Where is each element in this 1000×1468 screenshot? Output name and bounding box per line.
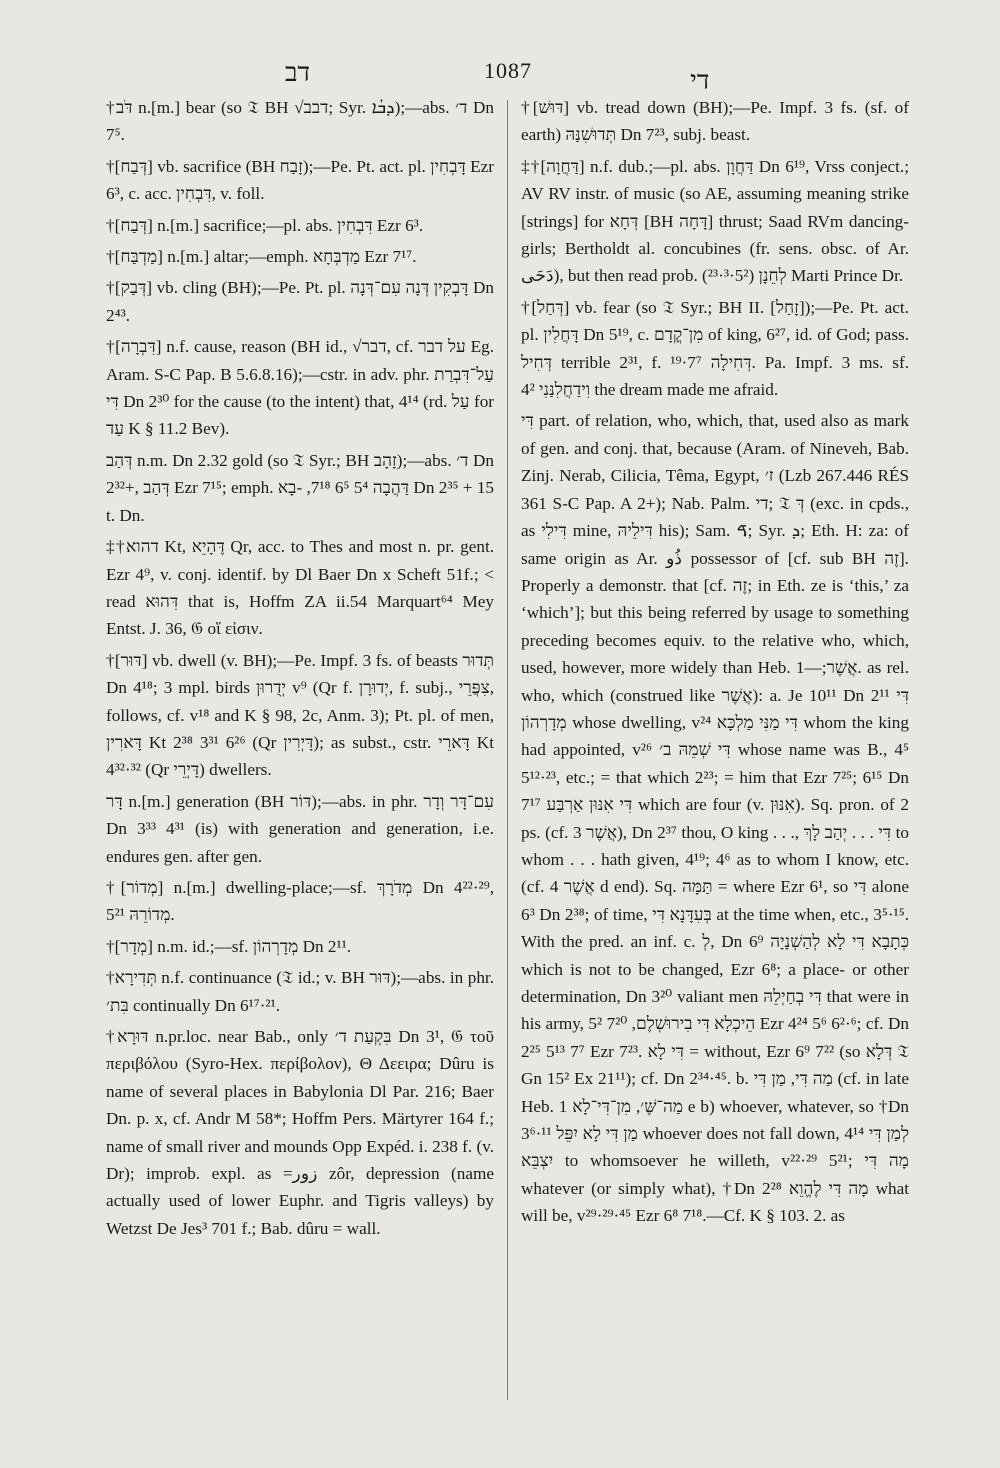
entry-dehaye: ‡†דהוא Kt, דֶּהָיֵא Qr, acc. to Thes and most n. pr. gent. Ezr 4⁹, v. conj. identif. by Dl Baer Dn x Scheft 51f.; < read דִּהוּא that is, Hoffm ZA ii.54 Marquart⁶⁴ Mey Entst. J. 36, 𝔊 οἵ εἰσιν. [106,537,495,639]
entry-di: דִּי part. of relation, who, which, that, used also as mark of gen. and conj. that, because (Aram. of Nineveh, Bab. Zinj. Nerab, Cilicia, Têma, Egypt, ז׳ (Lzb 267.446 RÉS 361 S-C Pap. A 2+); Nab. Palm. די; 𝔗 דְּ (exc. in cpds., as דִּילִי mine, דִּילֵיהּ his); Sam. ࠃ; Syr. ܕ; Eth. H: za: of same origin as Ar. ذُو possessor of [cf. sub BH זֶה]. Properly a demonstr. that [cf. זֶה; in Eth. ze is ‘this,’ za ‘which’]; but this being referred by usage to something preceding becomes equiv. to the relative who, which, used, however, more widely than Heb. אֲשֶׁר;—1. as rel. who, which (construed like אֲשֶׁר): a. Je 10¹¹ Dn 2¹¹ דִּי מְדָרְהוֹן whose dwelling, v²⁴ דִּי מַנִּי מַלְכָּא whom the king had appointed, v²⁶ דִּי שְׁמֵהּ ב׳ whose name was B., 4⁵ 5¹²·²³, etc.; = that which 2²³; = him that Ezr 7²⁵; 6¹⁵ Dn 7¹⁷ דִּי אִנּוּן אַרְבַּע which are four (v. אִנּוּן). Sq. pron. of 2 ps. (cf. אֲשֶׁר 3), Dn 2³⁷ thou, O king . . ., דִּי . . . יְהַב לָךְ to whom . . . hath given, 4¹⁹; 4⁶ as to whom I know, etc. (cf. אֲשֶׁר 4 d end). Sq. תַּמָּה = where Ezr 6¹, so דִּי alone 6³ Dn 2³⁸; of time, בְּעִדָּנָא דִּי at the time when, etc., 3⁵·¹⁵. With the pred. an inf. c. לְ, Dn 6⁹ כְּתָבָא דִּי לָא לְהַשְׁנָיָה which is not to be changed, Ezr 6⁸; a place- or other determination, Dn 3²⁰ valiant men דִּי בְחַיְלֵהּ that were in his army, 5² הֵיכְלָא דִּי בִירוּשְׁלֶם, 7²⁰ Ezr 4²⁴ 5⁶ 6²·⁶; cf. Dn 2²⁵ 5¹³ 7⁷ Ezr 7²³. דִּי לָא = without, Ezr 6⁹ 7²² (so דְּלָא 𝔗 Gn 15² Ex 21¹¹); cf. Dn 2³⁴·⁴⁵. b. מַה דִּי, מַן דִּי (cf. in late Heb. מַה־שֶּׁ׳, מִן־דִּי־לָא 1 e b) whoever, whatever, so †Dn 3⁶·¹¹ מַן דִּי לָא יִפֵּל whoever does not fall down, 4¹⁴ לְמַן דִּי יִצְבֵּא to whomsoever he willeth, v²²·²⁹ 5²¹; מָה דִּי whatever (or simply what), †Dn 2²⁸ מָה דִּי לֶהֱוֵא what will be, v²⁹·²⁹·⁴⁵ Ezr 6⁸ 7¹⁸.—Cf. K § 103. 2. as [521,411,910,1226]
page-number: 1087 [484,58,532,83]
entry-madbah: †[מַדְבַּח] n.[m.] altar;—emph. מַדְבְּחָא Ezr 7¹⁷. [106,247,417,267]
entry-dush: †[דּוּשׁ] vb. tread down (BH);—Pe. Impf. 3 fs. (sf. of earth) תְּדוּשִׁנַּהּ Dn 7²³, subj. beast. [521,98,909,145]
entry-dar: דָּר n.[m.] generation (BH דּוֹר);—abs. in phr. עִם־דָּר וְדָר Dn 3³³ 4³¹ (is) with generation and generation, i.e. endures gen. after gen. [106,791,494,866]
entry-dob: †דֹּב n.[m.] bear (so 𝔗 BH √דבב; Syr. ܕܒܳܐ);—abs. ד׳ Dn 7⁵. [106,98,495,145]
running-head-right: די [690,66,710,96]
left-column [106,94,494,1246]
entry-dehab: דְּהַב n.m. Dn 2.32 gold (so 𝔗 Syr.; BH זָהָב);—abs. ד׳ Dn 2³²+, דְּהַב Ezr 7¹⁵; emph. דַּהֲבָה 5⁴ 6⁵ 7¹⁸, -בָא Dn 2³⁵ + 15 t. Dn. [106,450,495,525]
entry-debah-n: †[דְּבַח] n.[m.] sacrifice;—pl. abs. דִּבְחִין Ezr 6³. [106,215,424,235]
entry-dehal: †[דְּחַל] vb. fear (so 𝔗 Syr.; BH II. [זָחַל]);—Pe. Pt. act. pl. דָּחֲלִין Dn 5¹⁹, c. מִן־קֳדָם of king, 6²⁷, id. of God; pass. דְּחִיל terrible 2³¹, f. דְּחִילָה 7⁷·¹⁹. Pa. Impf. 3 ms. sf. וִידַחֲלִנַּנִי 4² the dream made me afraid. [521,297,910,400]
entry-debah-vb: †[דְּבַח] vb. sacrifice (BH זָבַח);—Pe. Pt. act. pl. דָּבְחִין Ezr 6³, c. acc. דִּבְחִין, v. foll. [106,156,494,204]
entry-dur-vb: †[דּוּר] vb. dwell (v. BH);—Pe. Impf. 3 fs. of beasts תְּדוּר Dn 4¹⁸; 3 mpl. birds יְדֻרוּן v⁹ (Qr f. יְדוּרָן, f. subj., צִפֲּרֵי, follows, cf. v¹⁸ and K § 98, 2c, Anm. 3); Pt. pl. of men, דָּארִין Kt 2³⁸ 3³¹ 6²⁶ (Qr דָּיְרִין); as subst., cstr. דָּארֵי Kt 4³²·³² (Qr דָּיְרֵי) dwellers. [106,650,494,780]
entry-dibrah: †[דִּבְרָה] n.f. cause, reason (BH id., √דבר, cf. על דבר Eg. Aram. S-C Pap. B 5.6.8.16);—cstr. in adv. phr. עַל־דִּבְרַת דִּי Dn 2³⁰ for the cause (to the intent) that, 4¹⁴ (rd. עַל for עַד K § 11.2 Bev). [106,337,495,439]
column-divider [507,100,508,1400]
running-head-left: דב [285,58,311,88]
entry-medar: †[מְדָר] n.m. id.;—sf. מְדָרְהוֹן Dn 2¹¹. [106,936,352,956]
entry-dura: †דּוּרָא n.pr.loc. near Bab., only בִּקְעַת ד׳ Dn 3¹, 𝔊 τοῦ περιβόλου (Syro-Hex. περίβολον), Θ Δεειρα; Dûru is name of several places in Babylonia Dl Par. 216; Baer Dn. p. x, cf. Andr M 58*; Hoffm Pers. Märtyrer 164 f.; name of small river and mounds Opp Expéd. i. 238 f. (v. Dr); improb. expl. as =زور zôr, depression (name actually used of lower Euphr. and Tigris valleys) by Wetzst De Jes³ 701 f.; Bab. dûru = wall. [106,1027,495,1238]
entry-tedira: †תְּדִירָא n.f. continuance (𝔗 id.; v. BH דּוּר);—abs. in phr. בִּת׳ continually Dn 6¹⁷·²¹. [106,968,495,1015]
entry-medor: †[מְדוֹר] n.[m.] dwelling-place;—sf. מְדֹרָךְ Dn 4²²·²⁹, מְדוֹרֵהּ 5²¹. [106,877,494,925]
right-column [521,94,909,1234]
entry-dahawah: ‡†[דַּחֲוָה] n.f. dub.;—pl. abs. דַּחֲוָן Dn 6¹⁹, Vrss conject.; AV RV instr. of music (so AE, assuming meaning strike [strings] for דְּחָא [BH דָּחָה] thrust; Saad RVm dancing-girls; Bertholdt al. concubines (fr. sens. obsc. of Ar. دَحَى), but then read prob. לְחֵנָן (5²·³·²³) Marti Prince Dr. [521,156,909,286]
entry-debaq: †[דְּבַק] vb. cling (BH);—Pe. Pt. pl. דָּבְקִין דְּנָה עִם־דְּנָה Dn 2⁴³. [106,278,494,325]
